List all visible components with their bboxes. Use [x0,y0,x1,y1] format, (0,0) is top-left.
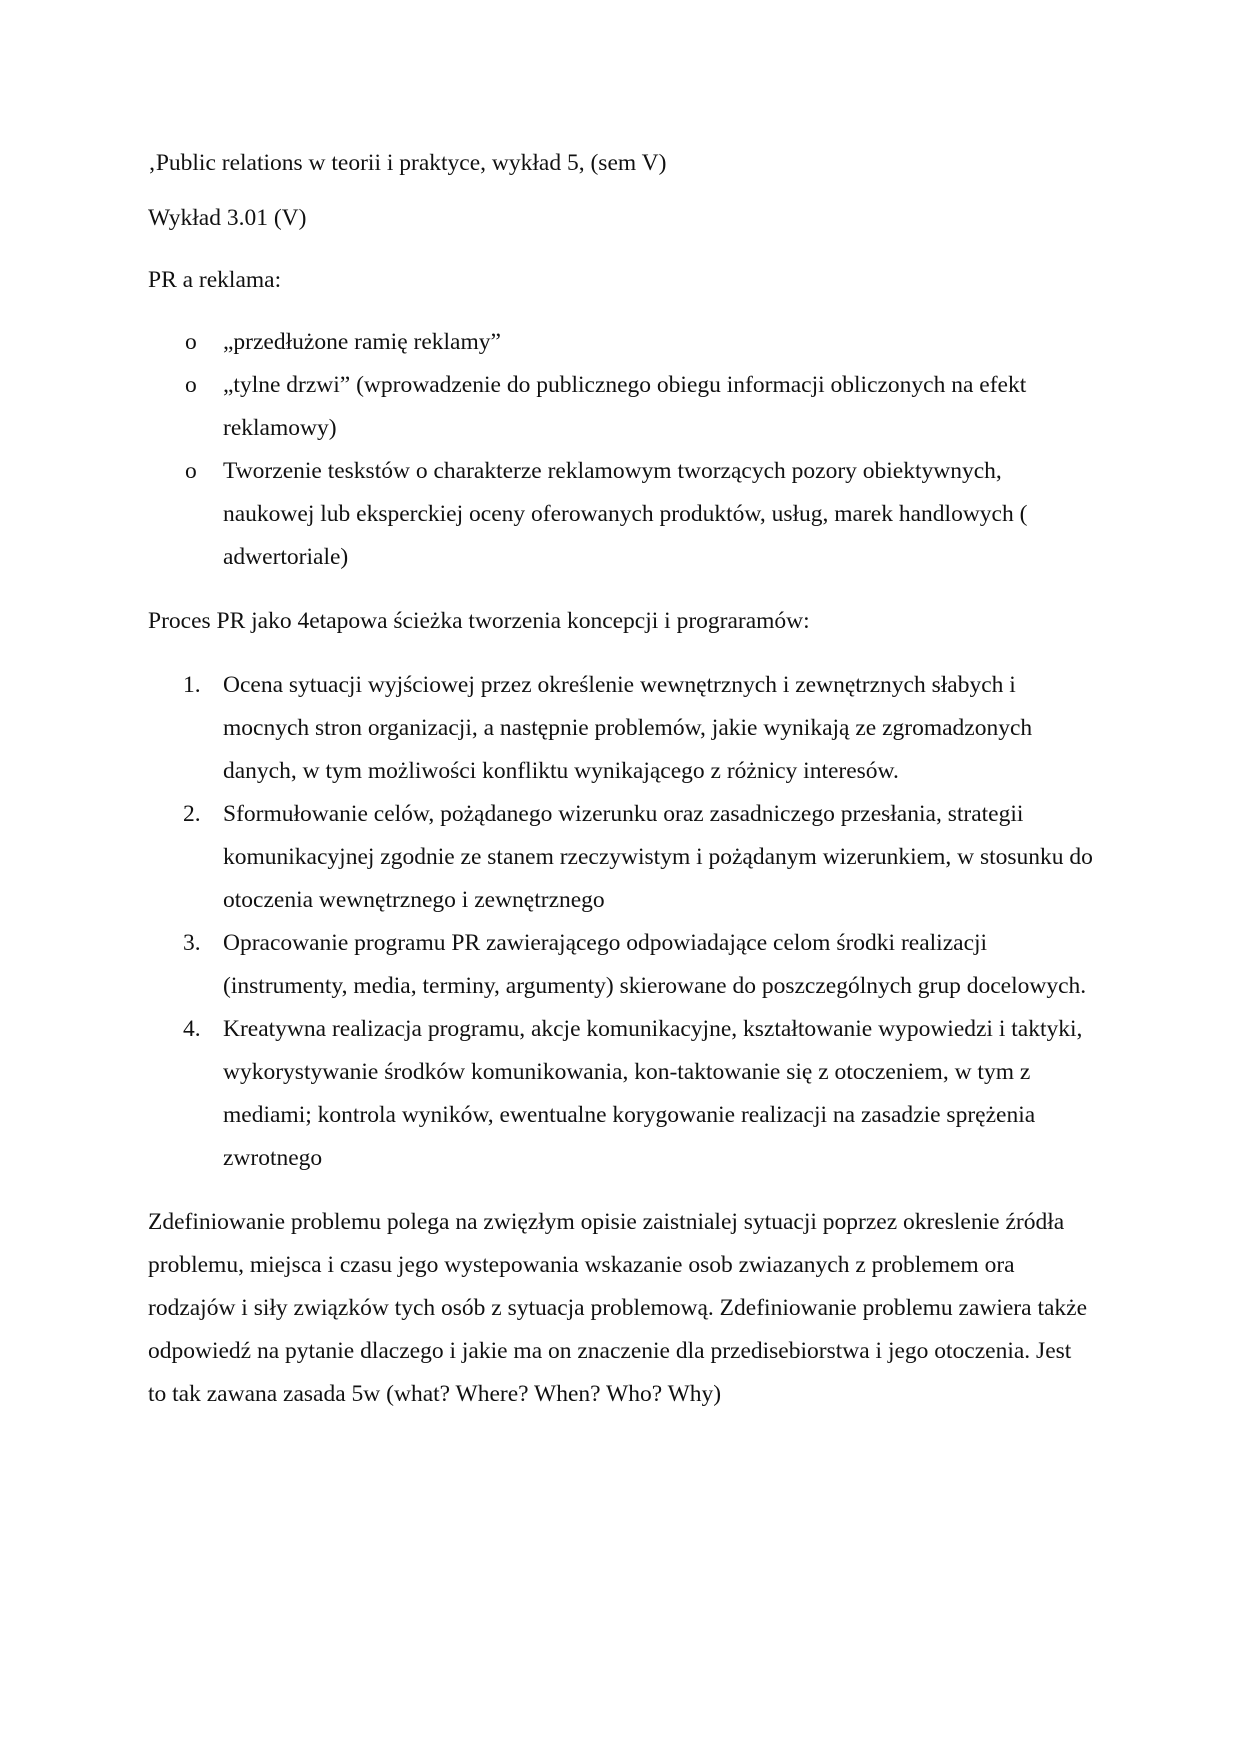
proces-intro: Proces PR jako 4etapowa ścieżka tworzenia koncepcji i prograramów: [148,608,810,634]
bullet-text: „tylne drzwi” (wprowadzenie do publicznego obiegu informacji obliczonych na efekt reklamowy) [223,372,1027,441]
bullet-marker: o [185,329,197,355]
document-title: ‚Public relations w teorii i praktyce, wykład 5, (sem V) [148,150,667,176]
step-number: 3. [183,930,201,956]
lecture-date: Wykład 3.01 (V) [148,205,307,231]
list-item [148,450,1093,579]
list-item [148,922,1093,1008]
list-item [148,664,1093,793]
step-text: Sformułowanie celów, pożądanego wizerunku oraz zasadniczego przesłania, strategii komunikacyjnej zgodnie ze stanem rzeczywistym i pożądanym wizerunkiem, w stosunku do otoczenia wewnętrznego i zewnętrznego [223,801,1093,913]
step-number: 4. [183,1016,201,1042]
proces-steps-list [148,664,1093,1180]
bullet-text: Tworzenie teskstów o charakterze reklamowym tworzących pozory obiektywnych, naukowej lub eksperckiej oceny oferowanych produktów, usług, marek handlowych ( adwertoriale) [223,458,1028,570]
pr-reklama-list [148,321,1093,579]
section-heading-pr-reklama: PR a reklama: [148,267,282,293]
bullet-marker: o [185,458,197,484]
problem-definition-paragraph: Zdefiniowanie problemu polega na zwięzłym opisie zaistnialej sytuacji poprzez okreslenie źródła problemu, miejsca i czasu jego wystepowania wskazanie osob zwiazanych z problemem ora rodzajów i siły związków tych osób z sytuacja problemową. Zdefiniowanie problemu zawiera także odpowiedź na pytanie dlaczego i jakie ma on znaczenie dla przedisebiorstwa i jego otoczenia. Jest to tak zawana zasada 5w (what? Where? When? Who? Why) [148,1209,1088,1407]
step-text: Opracowanie programu PR zawierającego odpowiadające celom środki realizacji (instrumenty, media, terminy, argumenty) skierowane do poszczególnych grup docelowych. [223,930,1087,999]
bullet-text: „przedłużone ramię reklamy” [223,329,501,355]
list-item [148,1008,1093,1180]
step-text: Kreatywna realizacja programu, akcje komunikacyjne, kształtowanie wypowiedzi i taktyki, wykorystywanie środków komunikowania, kon-taktowanie się z otoczeniem, w tym z mediami; kontrola wyników, ewentualne korygowanie realizacji na zasadzie sprężenia zwrotnego [223,1016,1083,1171]
step-number: 1. [183,672,201,698]
bullet-marker: o [185,372,197,398]
step-number: 2. [183,801,201,827]
list-item [148,793,1093,922]
list-item [148,364,1093,450]
list-item [148,321,1093,364]
document-body [148,142,1093,1416]
step-text: Ocena sytuacji wyjściowej przez określenie wewnętrznych i zewnętrznych słabych i mocnych stron organizacji, a następnie problemów, jakie wynikają ze zgromadzonych danych, w tym możliwości konfliktu wynikającego z różnicy interesów. [223,672,1033,784]
